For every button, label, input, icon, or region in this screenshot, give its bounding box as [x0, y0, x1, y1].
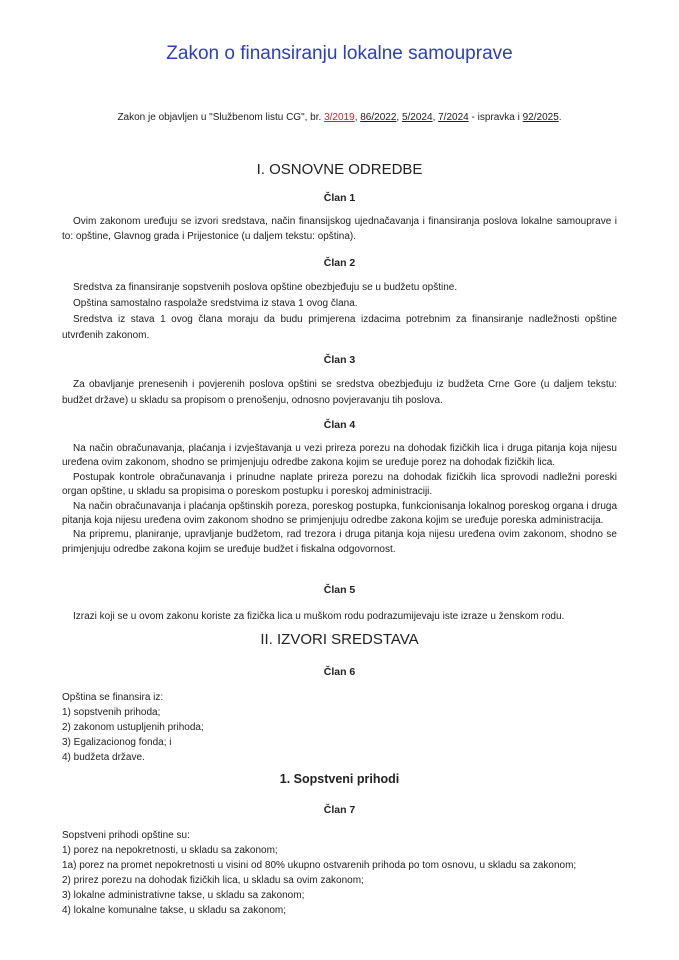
- paragraph: Na pripremu, planiranje, upravljanje budžetom, rad trezora i druga pitanja koja nijesu uređena ovim zakonom, shodno se primjenjuju odredbe zakona kojim se uređuje budžet i fiskalna odgovornost.: [62, 529, 617, 555]
- article-body: [62, 690, 617, 765]
- list-item: 1) sopstvenih prihoda;: [62, 707, 161, 718]
- article-body: [62, 377, 617, 409]
- article-body: [62, 214, 617, 244]
- article-heading: Član 1: [323, 192, 356, 204]
- article-heading: Član 2: [323, 257, 356, 269]
- document-title: Zakon o finansiranju lokalne samouprave: [166, 43, 513, 64]
- gazette-link[interactable]: 92/2025: [522, 112, 559, 123]
- paragraph: Sredstva za finansiranje sopstvenih poslova opštine obezbjeđuju se u budžetu opštine.: [73, 282, 458, 293]
- gazette-link[interactable]: 3/2019: [324, 112, 355, 123]
- section-heading: I. OSNOVNE ODREDBE: [256, 161, 423, 178]
- paragraph: Ovim zakonom uređuju se izvori sredstava, način finansijskog ujednačavanja i finansiranja poslova lokalne samouprave i to: opštine, Glavnog grada i Prijestonice (u daljem tekstu: opština).: [62, 216, 617, 242]
- article-heading: Član 4: [323, 419, 356, 431]
- paragraph: Za obavljanje prenesenih i povjerenih poslova opštini se sredstva obezbjeđuju iz budžeta Crne Gore (u daljem tekstu: budžet države) u skladu sa propisom o prenošenju, odnosno povjeravanju tih poslova.: [62, 379, 617, 406]
- article-heading: Član 6: [323, 666, 356, 678]
- article-heading: Član 5: [323, 584, 356, 596]
- article-body: [62, 442, 617, 557]
- publication-prefix: Zakon je objavljen u "Službenom listu CG", br.: [117, 112, 325, 123]
- paragraph: Sopstveni prihodi opštine su:: [62, 830, 190, 841]
- gazette-link[interactable]: 86/2022: [360, 112, 397, 123]
- article-body: [62, 280, 617, 344]
- list-item: 4) lokalne komunalne takse, u skladu sa zakonom;: [62, 905, 287, 916]
- publication-text: - ispravka i: [468, 112, 523, 123]
- article-body: [62, 828, 617, 918]
- list-item: 1) porez na nepokretnosti, u skladu sa zakonom;: [62, 845, 278, 856]
- publication-line: Zakon je objavljen u "Službenom listu CG", br. 3/2019, 86/2022, 5/2024, 7/2024 - ispravka i 92/2025.: [117, 112, 562, 123]
- paragraph: Na način obračunavanja, plaćanja i izvještavanja u vezi prireza porezu na dohodak fizičkih lica i druga pitanja koja nijesu uređena ovim zakonom, shodno se primjenjuju odredbe zakona kojim se uređuje porez na dohodak fizičkih lica.: [62, 443, 617, 469]
- subsection-heading: 1. Sopstveni prihodi: [279, 772, 400, 786]
- list-item: 3) Egalizacionog fonda; i: [62, 737, 172, 748]
- publication-end: .: [558, 112, 562, 123]
- gazette-link[interactable]: 7/2024: [438, 112, 469, 123]
- article-body: [62, 609, 617, 624]
- article-heading: Član 7: [323, 804, 356, 816]
- list-item: 2) prirez porezu na dohodak fizičkih lica, u skladu sa ovim zakonom;: [62, 875, 364, 886]
- paragraph: Sredstva iz stava 1 ovog člana moraju da budu primjerena izdacima potrebnim za finansiranje nadležnosti opštine utvrđenih zakonom.: [62, 314, 617, 341]
- list-item: 3) lokalne administrativne takse, u skladu sa zakonom;: [62, 890, 305, 901]
- list-item: 4) budžeta države.: [62, 752, 145, 763]
- section-heading: II. IZVORI SREDSTAVA: [260, 631, 419, 648]
- list-item: 1a) porez na promet nepokretnosti u visini od 80% ukupno ostvarenih prihoda po tom osnovu, u skladu sa zakonom;: [62, 860, 577, 871]
- article-heading: Član 3: [323, 354, 356, 366]
- paragraph: Na način obračunavanja i plaćanja opštinskih poreza, poreskog postupka, funkcionisanja lokalnog poreskog organa i druga pitanja koja nijesu uređena ovim zakonom shodno se primjenjuju odredbe zakona kojim se uređuje poreska administracija.: [62, 500, 617, 527]
- paragraph: Postupak kontrole obračunavanja i prinudne naplate prireza porezu na dohodak fizičkih lica sprovodi nadležni poreski organ opštine, u skladu sa propisima o poreskom postupku i poreskoj administraciji.: [62, 471, 617, 498]
- paragraph: Opština se finansira iz:: [62, 692, 164, 703]
- paragraph: Opština samostalno raspolaže sredstvima iz stava 1 ovog člana.: [73, 298, 358, 309]
- gazette-link[interactable]: 5/2024: [401, 112, 433, 123]
- list-item: 2) zakonom ustupljenih prihoda;: [62, 722, 204, 733]
- paragraph: Izrazi koji se u ovom zakonu koriste za fizička lica u muškom rodu podrazumijevaju iste izraze u ženskom rodu.: [73, 611, 565, 622]
